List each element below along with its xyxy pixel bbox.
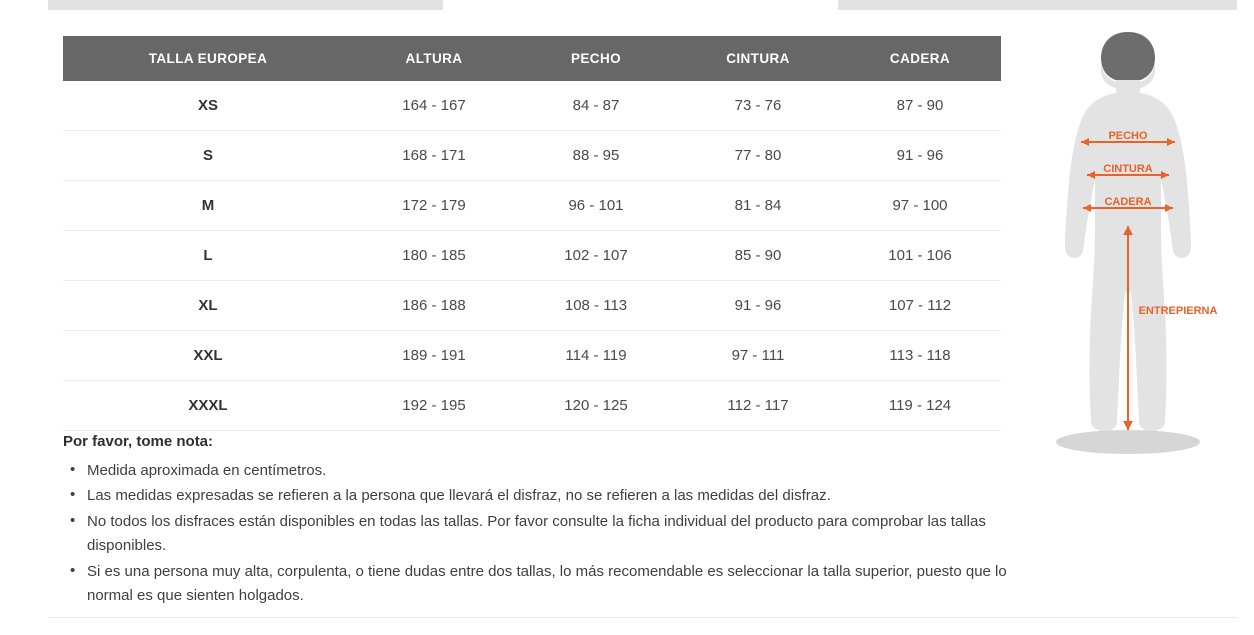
note-text: Las medidas expresadas se refieren a la persona que llevará el disfraz, no se refieren a las medidas del disfraz.	[87, 487, 831, 504]
note-text: Si es una persona muy alta, corpulenta, o tiene dudas entre dos tallas, lo más recomendable es seleccionar la talla superior, puesto que lo normal es que sienten holgados.	[87, 562, 1007, 604]
cell-cintura: 85 - 90	[677, 231, 839, 281]
cell-size: XXXL	[63, 381, 353, 431]
table-row	[63, 131, 1001, 181]
cell-cadera: 97 - 100	[839, 181, 1001, 231]
cell-pecho: 114 - 119	[515, 331, 677, 381]
table-row	[63, 81, 1001, 131]
size-guide-page	[48, 10, 1238, 618]
table-row	[63, 331, 1001, 381]
cell-pecho: 88 - 95	[515, 131, 677, 181]
table-row	[63, 381, 1001, 431]
note-text: Medida aproximada en centímetros.	[87, 461, 327, 479]
note-item	[63, 560, 1013, 609]
table-body	[63, 81, 1001, 431]
note-item	[63, 484, 1013, 509]
cell-cadera: 91 - 96	[839, 131, 1001, 181]
cell-cintura: 91 - 96	[677, 281, 839, 331]
bullet-icon: •	[70, 486, 76, 503]
notes-section	[63, 430, 1013, 610]
tab-chip-right[interactable]	[838, 0, 1237, 10]
size-chart-table	[63, 36, 1001, 431]
cell-size: XL	[63, 281, 353, 331]
figure-head	[1101, 32, 1155, 82]
cell-altura: 189 - 191	[353, 331, 515, 381]
note-text: No todos los disfraces están disponibles en todas las tallas. Por favor consulte la ficha individual del producto para comprobar las tallas disponibles.	[87, 512, 986, 554]
cell-cadera: 113 - 118	[839, 331, 1001, 381]
bullet-icon: •	[70, 511, 76, 529]
column-header-cadera: CADERA	[839, 36, 1001, 81]
cell-pecho: 120 - 125	[515, 381, 677, 431]
tab-chip-left[interactable]	[48, 0, 443, 10]
cell-cintura: 97 - 111	[677, 331, 839, 381]
cell-cadera: 119 - 124	[839, 381, 1001, 431]
cell-altura: 168 - 171	[353, 131, 515, 181]
cell-altura: 192 - 195	[353, 381, 515, 431]
cell-cintura: 112 - 117	[677, 381, 839, 431]
figure-label-pecho: PECHO	[1108, 130, 1148, 142]
column-header-pecho: PECHO	[515, 36, 677, 81]
cell-size: M	[63, 181, 353, 231]
cell-pecho: 102 - 107	[515, 231, 677, 281]
figure-label-cadera: CADERA	[1104, 196, 1152, 208]
table-row	[63, 281, 1001, 331]
cell-pecho: 84 - 87	[515, 81, 677, 131]
notes-title: Por favor, tome nota:	[63, 433, 214, 450]
cell-cadera: 101 - 106	[839, 231, 1001, 281]
table-row	[63, 231, 1001, 281]
bullet-icon: •	[70, 460, 76, 478]
column-header-cintura: CINTURA	[677, 36, 839, 81]
figure-label-cintura: CINTURA	[1103, 163, 1153, 175]
table-header	[63, 36, 1001, 81]
cell-cintura: 81 - 84	[677, 181, 839, 231]
table-header-row	[63, 36, 1001, 81]
cell-cadera: 87 - 90	[839, 81, 1001, 131]
cell-pecho: 96 - 101	[515, 181, 677, 231]
figure-label-entrepierna: ENTREPIERNA	[1138, 305, 1218, 317]
bullet-icon: •	[70, 561, 76, 579]
figure-shadow	[1056, 430, 1200, 454]
column-header-talla-europea: TALLA EUROPEA	[63, 36, 353, 81]
body-measurement-figure	[1033, 30, 1233, 460]
tab-strip	[0, 0, 1254, 10]
cell-pecho: 108 - 113	[515, 281, 677, 331]
cell-altura: 164 - 167	[353, 81, 515, 131]
cell-cintura: 73 - 76	[677, 81, 839, 131]
cell-size: XXL	[63, 331, 353, 381]
cell-size: S	[63, 131, 353, 181]
cell-cadera: 107 - 112	[839, 281, 1001, 331]
column-header-altura: ALTURA	[353, 36, 515, 81]
cell-size: L	[63, 231, 353, 281]
cell-cintura: 77 - 80	[677, 131, 839, 181]
table-row	[63, 181, 1001, 231]
cell-altura: 172 - 179	[353, 181, 515, 231]
note-item	[63, 459, 1013, 484]
cell-altura: 186 - 188	[353, 281, 515, 331]
cell-altura: 180 - 185	[353, 231, 515, 281]
note-item	[63, 510, 1013, 559]
cell-size: XS	[63, 81, 353, 131]
